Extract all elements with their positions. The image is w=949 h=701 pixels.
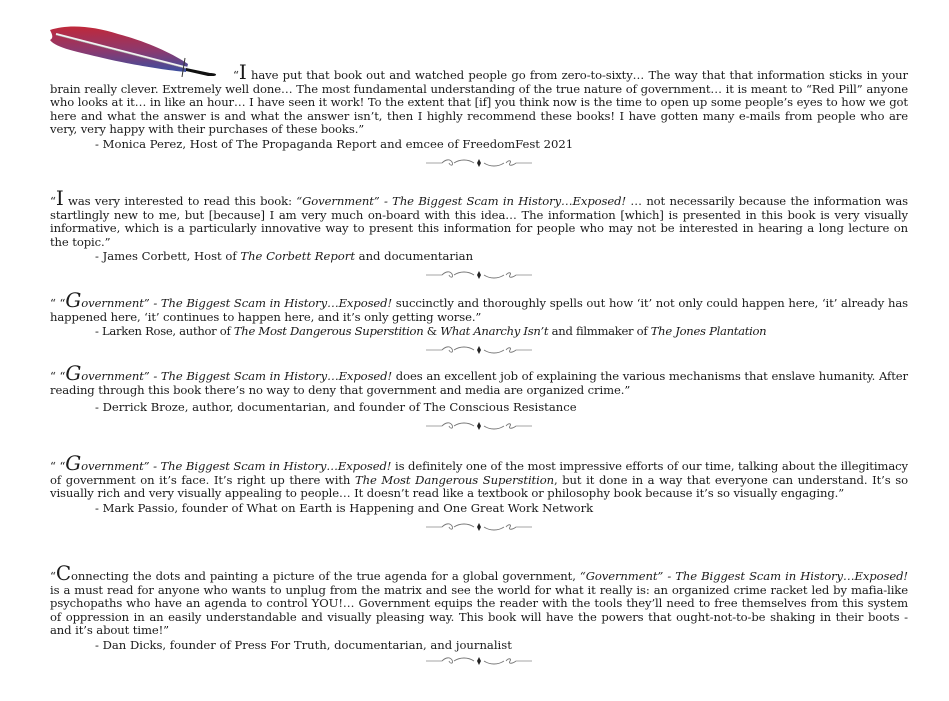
testimonial-1 — [50, 60, 908, 175]
testimonial-quote: “ “Government” - The Biggest Scam in History…Exposed! succinctly and thoroughly spells out how ‘it’ not only could happen here, ‘it’ already has happened here, ‘it’ continues to happen here, and it’s only getting worse.” — [50, 288, 908, 324]
testimonial-3 — [50, 288, 908, 362]
testimonial-quote: “I was very interested to read this book: “Government” - The Biggest Scam in History…Exposed! … not necessarily because the information was startlingly new to me, but [because] I am very much on-board with this idea… The information [which] is presented in this book is very visually informative, which is a particularly innovative way to present this information for people who may not be interested in hearing a long lecture on the topic.” — [50, 186, 909, 249]
drop-letter: I — [55, 186, 64, 210]
testimonial-quote: “ “Government” - The Biggest Scam in History…Exposed! does an excellent job of explaining the various mechanisms that enslave humanity. After reading through this book there’s no way to deny that government and media are organized crime.” — [50, 361, 908, 397]
testimonial-quote: “ “Government” - The Biggest Scam in History…Exposed! is definitely one of the most impressive efforts of our time, talking about the illegitimacy of government on it’s face. It’s right up there with The Most Dangerous Superstition, but it done in a way that everyone can understand. It’s so visually rich and very visually appealing to people… It doesn’t read like a textbook or philosophy book because it’s so visually engaging.” — [50, 451, 908, 501]
drop-letter: G — [65, 451, 82, 475]
testimonial-quote: “I have put that book out and watched people go from zero-to-sixty… The way that that information sticks in your brain really clever. Extremely well done… The most fundamental understanding of the true nature of government… it is meant to “Red Pill” anyone who looks at it… in like an hour… I have seen it work! To the extent that [if] you think now is the time to open up some people’s eyes to how we got here and what the answer is and what the answer isn’t, then I highly recommend these books! I have gotten many e-mails from people who are very, very happy with their purchases of these books.” — [50, 60, 908, 137]
ornamental-divider-icon — [424, 157, 534, 169]
drop-letter: G — [65, 288, 82, 312]
testimonial-5 — [50, 451, 908, 539]
drop-letter: I — [238, 60, 247, 84]
drop-letter: G — [65, 361, 82, 385]
ornamental-divider-icon — [424, 344, 534, 356]
testimonial-attribution: - Derrick Broze, author, documentarian, and founder of The Conscious Resistance — [95, 400, 577, 415]
testimonial-quote: “Connecting the dots and painting a picture of the true agenda for a global government, “Government” - The Biggest Scam in History…Exposed! is a must read for anyone who wants to unplug from the matrix and see the world for what it really is: an organized crime racket led by mafia-like psychopaths who have an agenda to control YOU!… Government equips the reader with the tools they’ll need to free themselves from this system of oppression in an easily understandable and visually pleasing way. This book will have the powers that ought-not-to-be shaking in their boots - and it’s about time!” — [50, 561, 908, 638]
testimonial-attribution: - James Corbett, Host of The Corbett Report and documentarian — [95, 249, 474, 264]
testimonial-attribution: - Monica Perez, Host of The Propaganda Report and emcee of FreedomFest 2021 — [95, 136, 574, 151]
book-title: overnment” - The Biggest Scam in History…Exposed! — [81, 459, 392, 473]
ornamental-divider-icon — [424, 655, 534, 667]
testimonial-attribution: - Larken Rose, author of The Most Dangerous Superstition & What Anarchy Isn’t and filmmaker of The Jones Plantation — [95, 324, 767, 339]
book-title: “Government” - The Biggest Scam in History…Exposed! — [296, 194, 627, 208]
ornamental-divider-icon — [424, 521, 534, 533]
testimonial-4 — [50, 361, 908, 438]
book-title: overnment” - The Biggest Scam in History…Exposed! — [81, 296, 393, 310]
drop-letter: C — [55, 561, 72, 585]
testimonial-attribution: - Dan Dicks, founder of Press For Truth, documentarian, and journalist — [95, 637, 512, 652]
book-title: “Government” - The Biggest Scam in History…Exposed! — [579, 569, 908, 583]
testimonial-6 — [50, 561, 908, 673]
ornamental-divider-icon — [424, 269, 534, 281]
book-title: overnment” - The Biggest Scam in History…Exposed! — [81, 369, 393, 383]
testimonial-attribution: - Mark Passio, founder of What on Earth is Happening and One Great Work Network — [95, 500, 594, 515]
ornamental-divider-icon — [424, 420, 534, 432]
testimonial-2 — [50, 186, 909, 287]
